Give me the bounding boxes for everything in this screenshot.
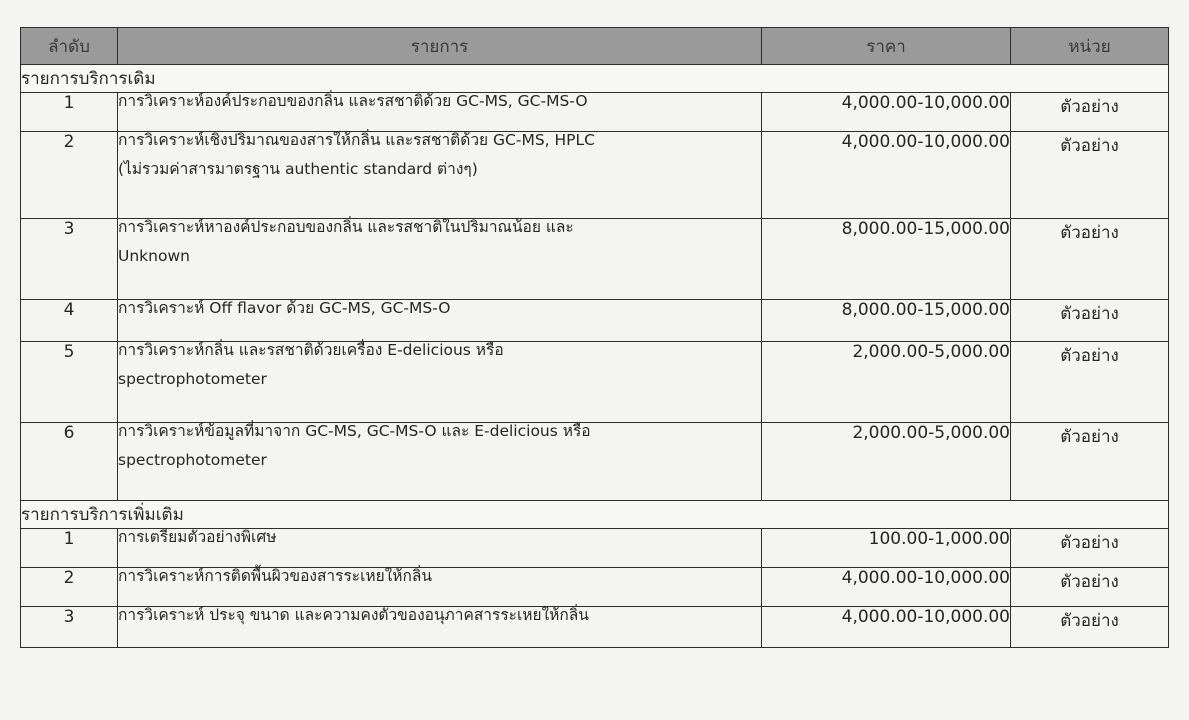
item-line: การวิเคราะห์ ประจุ ขนาด และความคงตัวของอนุภาคสารระเหยให้กลิ่น [118, 606, 589, 624]
section-title-additional: รายการบริการเพิ่มเติม [21, 501, 1169, 529]
header-item: รายการ [118, 28, 762, 65]
table-header-row [21, 28, 1169, 65]
row-number: 3 [21, 219, 118, 300]
item-line: Unknown [118, 247, 190, 265]
row-unit: ตัวอย่าง [1011, 423, 1169, 501]
row-price: 8,000.00-15,000.00 [762, 219, 1011, 300]
row-price: 2,000.00-5,000.00 [762, 423, 1011, 501]
header-no: ลำดับ [21, 28, 118, 65]
row-number: 1 [21, 529, 118, 568]
row-unit: ตัวอย่าง [1011, 342, 1169, 423]
item-line: การวิเคราะห์หาองค์ประกอบของกลิ่น และรสชาติในปริมาณน้อย และ [118, 218, 574, 236]
item-line: การวิเคราะห์กลิ่น และรสชาติด้วยเครื่อง E-delicious หรือ [118, 341, 504, 359]
row-number: 2 [21, 568, 118, 607]
item-line: (ไม่รวมค่าสารมาตรฐาน authentic standard ต่างๆ) [118, 160, 478, 178]
row-unit: ตัวอย่าง [1011, 529, 1169, 568]
row-item [118, 342, 762, 423]
row-number: 6 [21, 423, 118, 501]
row-unit: ตัวอย่าง [1011, 607, 1169, 648]
row-number: 4 [21, 300, 118, 342]
table-row [21, 132, 1169, 219]
row-item [118, 607, 762, 648]
item-line: การวิเคราะห์เชิงปริมาณของสารให้กลิ่น และรสชาติด้วย GC-MS, HPLC [118, 131, 595, 149]
item-line: การเตรียมตัวอย่างพิเศษ [118, 528, 277, 546]
row-price: 100.00-1,000.00 [762, 529, 1011, 568]
row-unit: ตัวอย่าง [1011, 132, 1169, 219]
row-number: 2 [21, 132, 118, 219]
item-line: spectrophotometer [118, 370, 267, 388]
header-unit: หน่วย [1011, 28, 1169, 65]
row-price: 4,000.00-10,000.00 [762, 132, 1011, 219]
row-price: 4,000.00-10,000.00 [762, 93, 1011, 132]
row-unit: ตัวอย่าง [1011, 300, 1169, 342]
table-row [21, 342, 1169, 423]
item-line: การวิเคราะห์ข้อมูลที่มาจาก GC-MS, GC-MS-O และ E-delicious หรือ [118, 422, 591, 440]
item-line: การวิเคราะห์การติดพื้นผิวของสารระเหยให้กลิ่น [118, 567, 432, 585]
row-item [118, 132, 762, 219]
item-line: spectrophotometer [118, 451, 267, 469]
row-unit: ตัวอย่าง [1011, 93, 1169, 132]
row-item [118, 219, 762, 300]
row-item [118, 423, 762, 501]
row-price: 2,000.00-5,000.00 [762, 342, 1011, 423]
item-line: การวิเคราะห์ Off flavor ด้วย GC-MS, GC-MS-O [118, 299, 451, 317]
row-number: 3 [21, 607, 118, 648]
row-number: 5 [21, 342, 118, 423]
table-row [21, 607, 1169, 648]
row-unit: ตัวอย่าง [1011, 219, 1169, 300]
row-number: 1 [21, 93, 118, 132]
row-unit: ตัวอย่าง [1011, 568, 1169, 607]
header-price: ราคา [762, 28, 1011, 65]
row-price: 8,000.00-15,000.00 [762, 300, 1011, 342]
service-price-table [20, 27, 1169, 648]
table-row [21, 219, 1169, 300]
row-price: 4,000.00-10,000.00 [762, 568, 1011, 607]
section-title-existing: รายการบริการเดิม [21, 65, 1169, 93]
table-row [21, 423, 1169, 501]
row-price: 4,000.00-10,000.00 [762, 607, 1011, 648]
item-line: การวิเคราะห์องค์ประกอบของกลิ่น และรสชาติด้วย GC-MS, GC-MS-O [118, 92, 588, 110]
